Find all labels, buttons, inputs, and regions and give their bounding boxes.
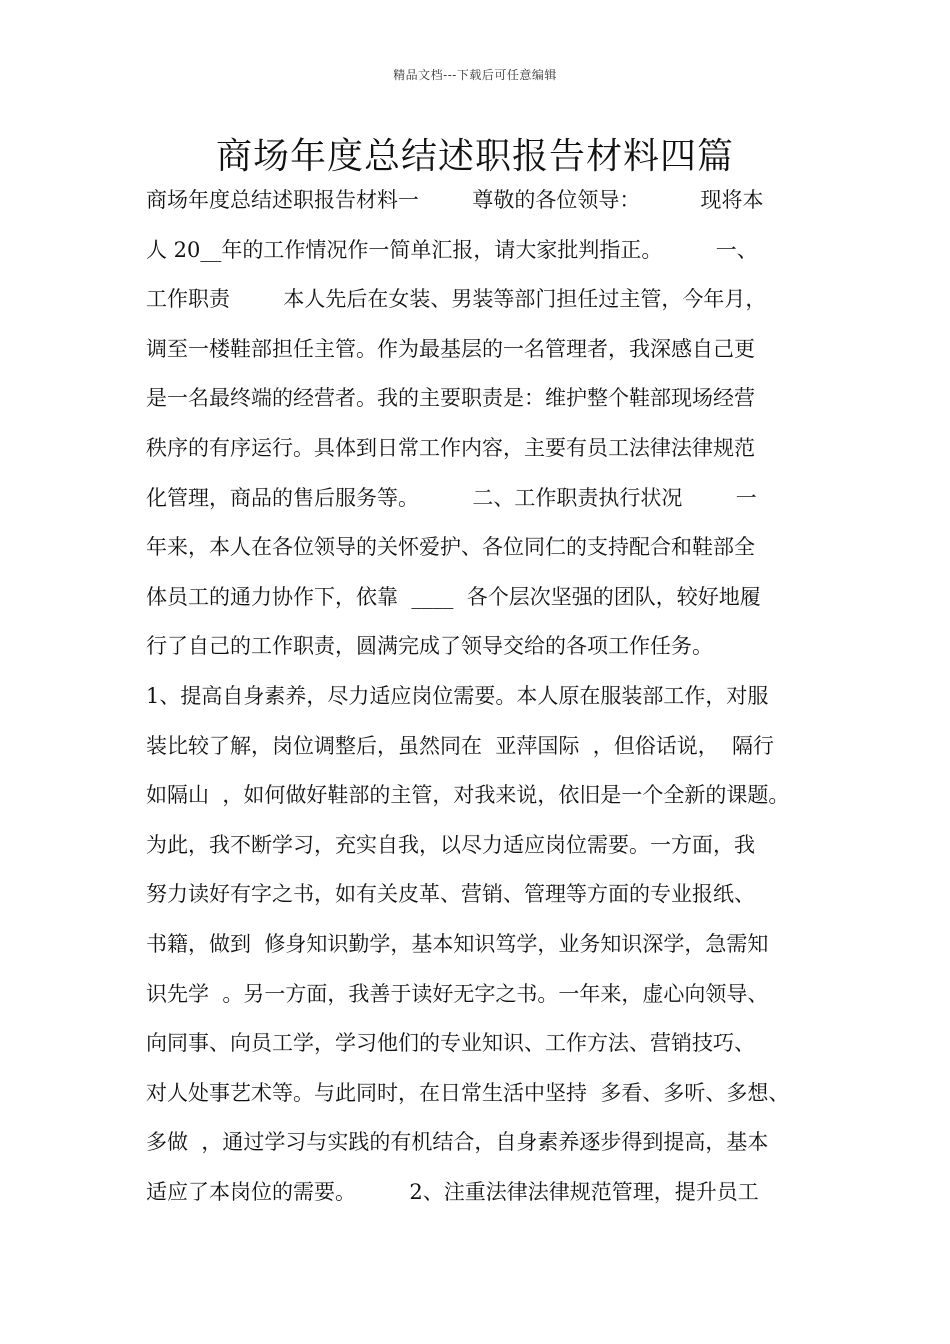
body-line: 1、提高自身素养，尽力适应岗位需要。本人原在服装部工作，对服 <box>146 683 769 708</box>
page-header: 精品文档---下载后可任意编辑 <box>393 68 557 82</box>
document-body <box>146 182 811 1223</box>
body-line: 如隔山 ，如何做好鞋部的主管，对我来说，依旧是一个全新的课题。 <box>146 783 790 808</box>
body-line: 对人处事艺术等。与此同时，在日常生活中坚持 多看、多听、多想、 <box>146 1080 790 1105</box>
body-line: 工作职责 本人先后在女装、男装等部门担任过主管，今年月， <box>146 287 767 312</box>
body-line: 向同事、向员工学，学习他们的专业知识、工作方法、营销技巧、 <box>146 1031 755 1056</box>
body-line: 体员工的通力协作下，依靠 ____ 各个层次坚强的团队，较好地履 <box>146 584 761 609</box>
body-line: 是一名最终端的经营者。我的主要职责是：维护整个鞋部现场经营 <box>146 386 755 411</box>
body-line: 秩序的有序运行。具体到日常工作内容，主要有员工法律法律规范 <box>146 435 755 460</box>
body-line: 商场年度总结述职报告材料一 尊敬的各位领导： 现将本 <box>146 188 764 212</box>
body-line: 书籍，做到 修身知识勤学，基本知识笃学，业务知识深学，急需知 <box>146 931 769 956</box>
body-line: 装比较了解，岗位调整后，虽然同在 亚萍国际 ，但俗话说， 隔行 <box>146 733 775 758</box>
body-line: 年来，本人在各位领导的关怀爱护、各位同仁的支持配合和鞋部全 <box>146 535 755 560</box>
body-line: 努力读好有字之书，如有关皮革、营销、管理等方面的专业报纸、 <box>146 882 755 907</box>
body-line: 行了自己的工作职责，圆满完成了领导交给的各项工作任务。 <box>146 634 713 659</box>
body-line: 化管理，商品的售后服务等。 二、工作职责执行状况 一 <box>146 485 757 510</box>
body-line: 为此，我不断学习，充实自我，以尽力适应岗位需要。一方面，我 <box>146 832 755 857</box>
body-line: 人 20__年的工作情况作一简单汇报，请大家批判指正。 一、 <box>146 237 758 262</box>
body-line: 调至一楼鞋部担任主管。作为最基层的一名管理者，我深感自己更 <box>146 336 755 361</box>
document-title: 商场年度总结述职报告材料四篇 <box>215 136 734 177</box>
body-line: 适应了本岗位的需要。 2、注重法律法律规范管理，提升员工 <box>146 1179 759 1204</box>
body-line: 多做 ，通过学习与实践的有机结合，自身素养逐步得到提高，基本 <box>146 1130 769 1155</box>
body-line: 识先学 。另一方面，我善于读好无字之书。一年来，虚心向领导、 <box>146 981 769 1006</box>
